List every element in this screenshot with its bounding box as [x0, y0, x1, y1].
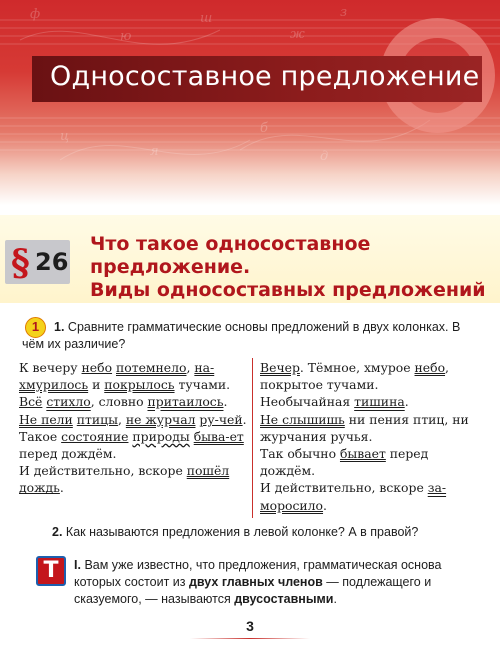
sentence-text: . Тёмное, хмурое: [299, 360, 415, 375]
sentence-text: , словно: [90, 394, 148, 410]
sentence-text: ,: [117, 411, 126, 427]
sentence-text: и: [88, 377, 105, 393]
task-number: 1.: [54, 320, 65, 334]
task-number: 2.: [52, 525, 63, 539]
page-number: 3: [246, 618, 254, 634]
sentence-text: ,: [186, 360, 195, 375]
sentence-text: Такое: [19, 428, 62, 444]
theory-paragraph: [74, 557, 484, 608]
underlined-word: бывает: [339, 446, 386, 462]
underlined-word: на-хмурилось: [19, 360, 215, 393]
underlined-word: потемнело: [116, 360, 187, 375]
task-text: Как называются предложения в левой колонке? А в правой?: [65, 525, 419, 539]
exercise-2-task: [52, 524, 482, 541]
underlined-word: птицы: [76, 411, 118, 427]
sentence-text: перед дождём.: [260, 446, 429, 479]
section-number: 26: [35, 248, 69, 276]
underlined-word: притаилось: [147, 394, 224, 410]
sentence-text: .: [242, 411, 247, 427]
right-column-examples: [260, 359, 486, 514]
underlined-word: дождь: [19, 480, 60, 496]
theory-roman-numeral: I.: [74, 558, 81, 572]
section-title-line: Что такое односоставное: [90, 233, 371, 255]
sentence-text: .: [223, 394, 228, 410]
left-column-sentence: [19, 393, 247, 410]
chapter-title-bar: [32, 56, 482, 102]
page-number-underline: [190, 638, 310, 639]
section-title: [90, 233, 490, 302]
right-column-sentence: [260, 393, 486, 410]
section-badge: [5, 240, 70, 284]
underlined-word: Всё: [19, 394, 43, 410]
sentence-text: .: [59, 480, 64, 496]
underlined-word: небо: [414, 360, 446, 375]
sentence-text: Необычайная: [260, 394, 355, 410]
underlined-word: стихло: [46, 394, 91, 410]
underlined-word: не журчал: [125, 411, 196, 427]
underlined-word: покрылось: [104, 377, 175, 393]
theory-text: — подлежащего и сказуемого, — называются: [74, 575, 432, 606]
sentence-text: И действительно, вскоре: [260, 480, 428, 496]
svg-text:ш: ш: [200, 11, 213, 26]
section-title-line: Виды односоставных предложений: [90, 279, 486, 301]
svg-text:я: я: [150, 144, 159, 159]
task-text: Сравните грамматические основы предложений в двух колонках. В чём их различие?: [22, 320, 461, 351]
underlined-word: тишина: [354, 394, 405, 410]
sentence-text: тучами.: [174, 377, 231, 393]
chapter-banner: [0, 0, 500, 205]
svg-text:ф: ф: [30, 7, 41, 22]
sentence-text: .: [323, 497, 327, 513]
column-divider: [252, 358, 253, 518]
sentence-text: ни пения птиц, ни журчания ручья.: [260, 411, 469, 444]
underlined-word: небо: [81, 360, 113, 375]
right-column-sentence: [260, 479, 486, 513]
underlined-word: состояние: [61, 428, 129, 444]
section-symbol: §: [11, 242, 30, 284]
exercise-1-task: [22, 319, 482, 353]
sentence-text: Так обычно: [260, 446, 340, 462]
theory-icon: Т: [36, 556, 66, 586]
underlined-word: Не пели: [19, 411, 73, 427]
svg-text:ю: ю: [120, 29, 132, 44]
left-column-sentence: [19, 462, 247, 496]
sentence-text: перед дождём.: [19, 446, 117, 462]
left-column-examples: [19, 359, 247, 497]
exercise-number-badge: 1: [25, 317, 46, 338]
svg-text:ж: ж: [290, 27, 305, 42]
underlined-word: пошёл: [186, 463, 230, 479]
underlined-word: за-моросило: [260, 480, 447, 513]
left-column-sentence: [19, 428, 247, 462]
theory-text: Вам уже известно, что предложения, грамматическая основа которых состоит из: [74, 558, 442, 589]
key-term: двух главных членов: [188, 575, 323, 589]
left-column-sentence: [19, 359, 247, 393]
right-column-sentence: [260, 359, 486, 393]
chapter-title: Односоставное предложение: [50, 61, 480, 92]
section-title-line: предложение.: [90, 256, 251, 278]
underlined-word: быва-ет: [193, 428, 244, 444]
svg-text:ц: ц: [60, 129, 70, 144]
left-column-sentence: [19, 411, 247, 428]
underlined-word: Вечер: [260, 360, 300, 375]
sentence-text: И действительно, вскоре: [19, 463, 187, 479]
underlined-word: ру-чей: [199, 411, 243, 427]
sentence-text: .: [404, 394, 409, 410]
key-term: двусоставными: [234, 592, 334, 606]
svg-text:д: д: [320, 149, 329, 164]
sentence-text: К вечеру: [19, 360, 82, 375]
right-column-sentence: [260, 445, 486, 479]
underlined-word: Не слышишь: [260, 411, 345, 427]
svg-text:б: б: [260, 121, 268, 136]
right-column-sentence: [260, 411, 486, 445]
svg-text:з: з: [340, 5, 348, 20]
theory-text: .: [333, 592, 337, 606]
sentence-text: , покрытое тучами.: [260, 360, 449, 393]
underlined-word: природы: [132, 428, 190, 444]
